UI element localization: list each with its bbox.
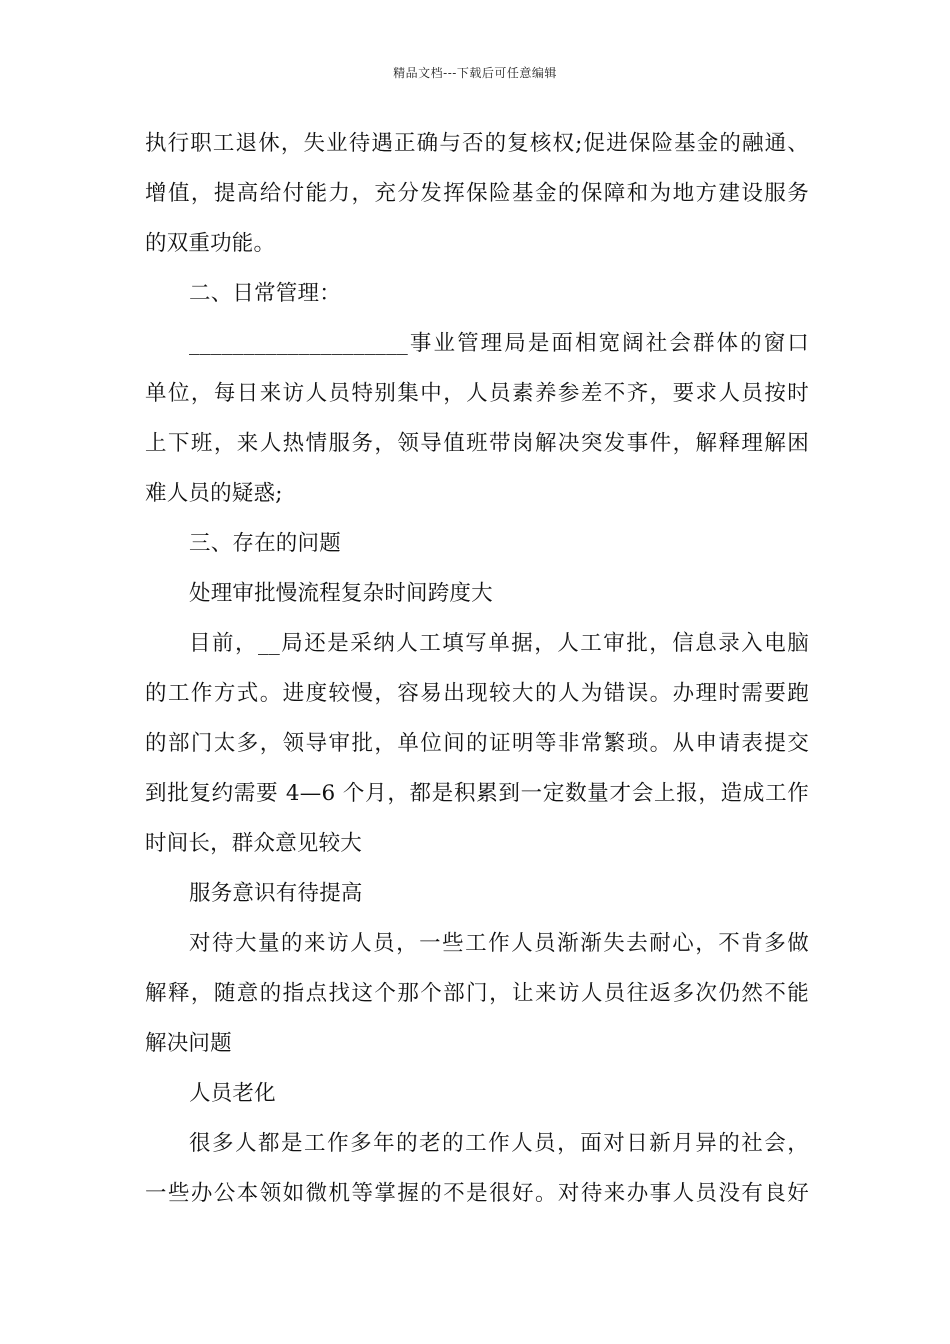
text-line: 增值，提高给付能力，充分发挥保险基金的保障和为地方建设服务 (145, 181, 809, 206)
section-heading: 二、日常管理： (189, 281, 341, 306)
text-line: ____________________事业管理局是面相宽阔社会群体的窗口 (189, 331, 809, 356)
text-line: 解释，随意的指点找这个那个部门，让来访人员往返多次仍然不能 (145, 981, 809, 1006)
subheading: 处理审批慢流程复杂时间跨度大 (189, 581, 493, 606)
text-line: 一些办公本领如微机等掌握的不是很好。对待来办事人员没有良好 (145, 1181, 809, 1206)
section-heading: 三、存在的问题 (189, 531, 341, 556)
text-line: 解决问题 (145, 1031, 232, 1056)
text-line: 难人员的疑惑; (145, 481, 283, 506)
text-line: 到批复约需要 4—6 个月，都是积累到一定数量才会上报，造成工作 (145, 781, 809, 806)
text-line: 的双重功能。 (145, 231, 276, 256)
subheading: 服务意识有待提高 (189, 881, 363, 906)
text-line: 的部门太多，领导审批，单位间的证明等非常繁琐。从申请表提交 (145, 731, 809, 756)
text-line: 对待大量的来访人员，一些工作人员渐渐失去耐心，不肯多做 (189, 931, 809, 956)
page-header: 精品文档---下载后可任意编辑 (393, 66, 557, 80)
text-line: 执行职工退休，失业待遇正确与否的复核权;促进保险基金的融通、 (145, 131, 809, 156)
text-line: 时间长，群众意见较大 (145, 831, 363, 856)
subheading: 人员老化 (189, 1081, 276, 1106)
text-line: 的工作方式。进度较慢，容易出现较大的人为错误。办理时需要跑 (145, 681, 809, 706)
text-line: 很多人都是工作多年的老的工作人员，面对日新月异的社会， (189, 1131, 809, 1156)
text-line: 单位，每日来访人员特别集中，人员素养参差不齐，要求人员按时 (145, 381, 809, 406)
text-line: 目前，__局还是采纳人工填写单据，人工审批，信息录入电脑 (189, 631, 809, 656)
text-line: 上下班，来人热情服务，领导值班带岗解决突发事件，解释理解困 (145, 431, 809, 456)
